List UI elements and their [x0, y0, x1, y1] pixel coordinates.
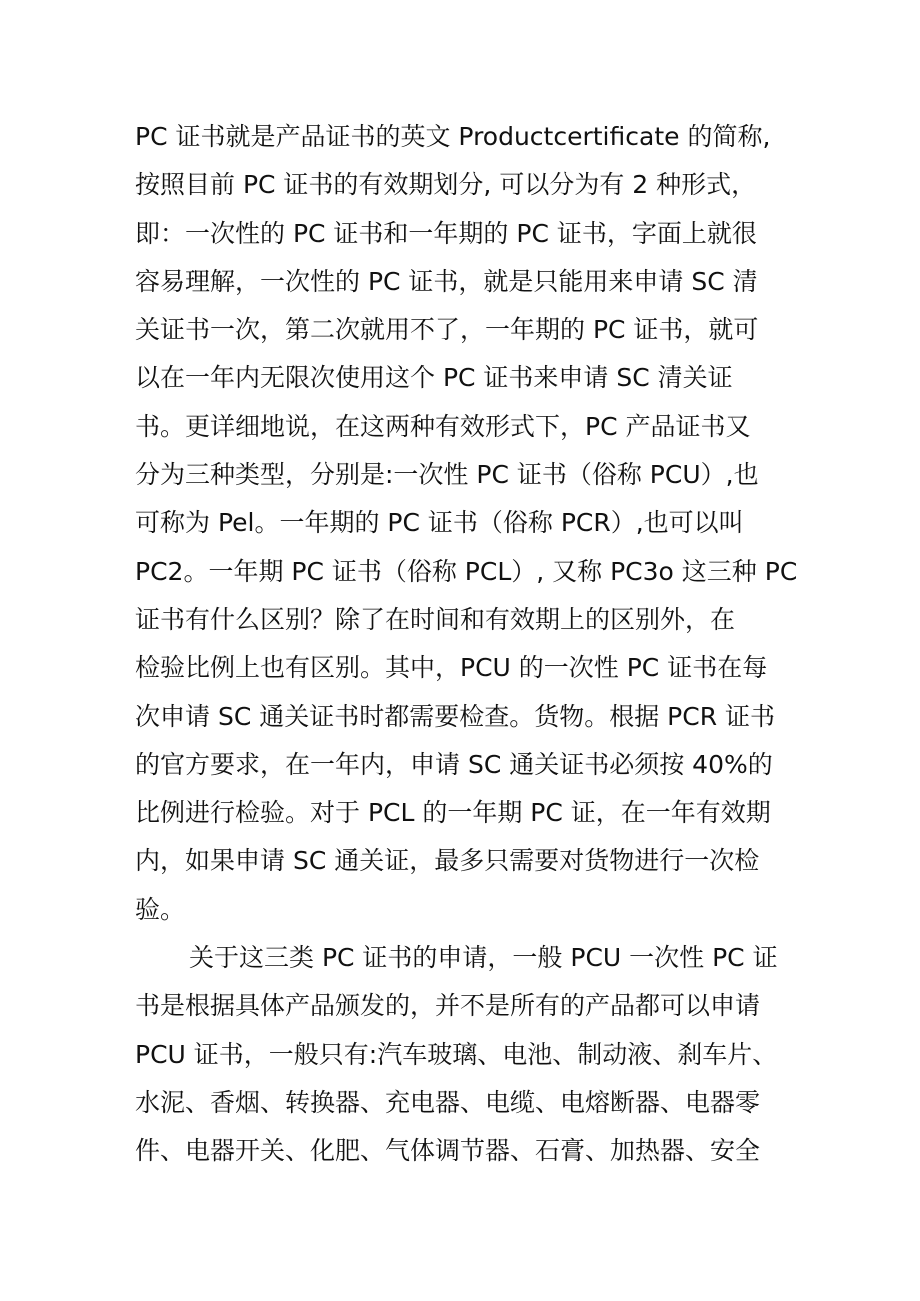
text-line: 可称为 Pel。一年期的 PC 证书（俗称 PCR）,也可以叫 — [135, 508, 744, 538]
text-line: 验。 — [135, 894, 186, 924]
text-line: 证书有什么区别？除了在时间和有效期上的区别外，在 — [135, 604, 736, 634]
text-line: 书。更详细地说，在这两种有效形式下，PC 产品证书又 — [135, 411, 751, 441]
text-line: 按照目前 PC 证书的有效期划分, 可以分为有 2 种形式， — [135, 170, 757, 200]
text-line: 书是根据具体产品颁发的，并不是所有的产品都可以申请 — [135, 991, 761, 1021]
text-line: 检验比例上也有区别。其中，PCU 的一次性 PC 证书在每 — [135, 653, 768, 683]
text-line: 水泥、香烟、转换器、充电器、电缆、电熔断器、电器零 — [135, 1087, 761, 1117]
text-line: 内，如果申请 SC 通关证，最多只需要对货物进行一次检 — [135, 846, 760, 876]
paragraph-1 — [135, 113, 815, 934]
text-line: 关于这三类 PC 证书的申请，一般 PCU 一次性 PC 证 — [189, 943, 778, 973]
text-line: 即：一次性的 PC 证书和一年期的 PC 证书，字面上就很 — [135, 218, 757, 248]
text-line: 容易理解，一次性的 PC 证书，就是只能用来申请 SC 清 — [135, 266, 758, 296]
paragraph-2 — [135, 934, 815, 1175]
text-line: 比例进行检验。对于 PCL 的一年期 PC 证，在一年有效期 — [135, 798, 771, 828]
text-line: 以在一年内无限次使用这个 PC 证书来申请 SC 清关证 — [135, 363, 733, 393]
text-line: 的官方要求，在一年内，申请 SC 通关证书必须按 40%的 — [135, 749, 773, 779]
text-line: 件、电器开关、化肥、气体调节器、石膏、加热器、安全 — [135, 1136, 761, 1166]
text-line: 分为三种类型，分别是:一次性 PC 证书（俗称 PCU）,也 — [135, 460, 759, 490]
text-line: 次申请 SC 通关证书时都需要检查。货物。根据 PCR 证书 — [135, 701, 776, 731]
text-line: 关证书一次，第二次就用不了，一年期的 PC 证书，就可 — [135, 315, 759, 345]
document-body — [135, 113, 815, 1176]
text-line: PC 证书就是产品证书的英文 Productcertificate 的简称, — [135, 122, 771, 151]
text-line: PC2。一年期 PC 证书（俗称 PCL）, 又称 PC3o 这三种 PC — [135, 556, 798, 586]
text-line: PCU 证书，一般只有:汽车玻璃、电池、制动液、刹车片、 — [135, 1039, 778, 1069]
